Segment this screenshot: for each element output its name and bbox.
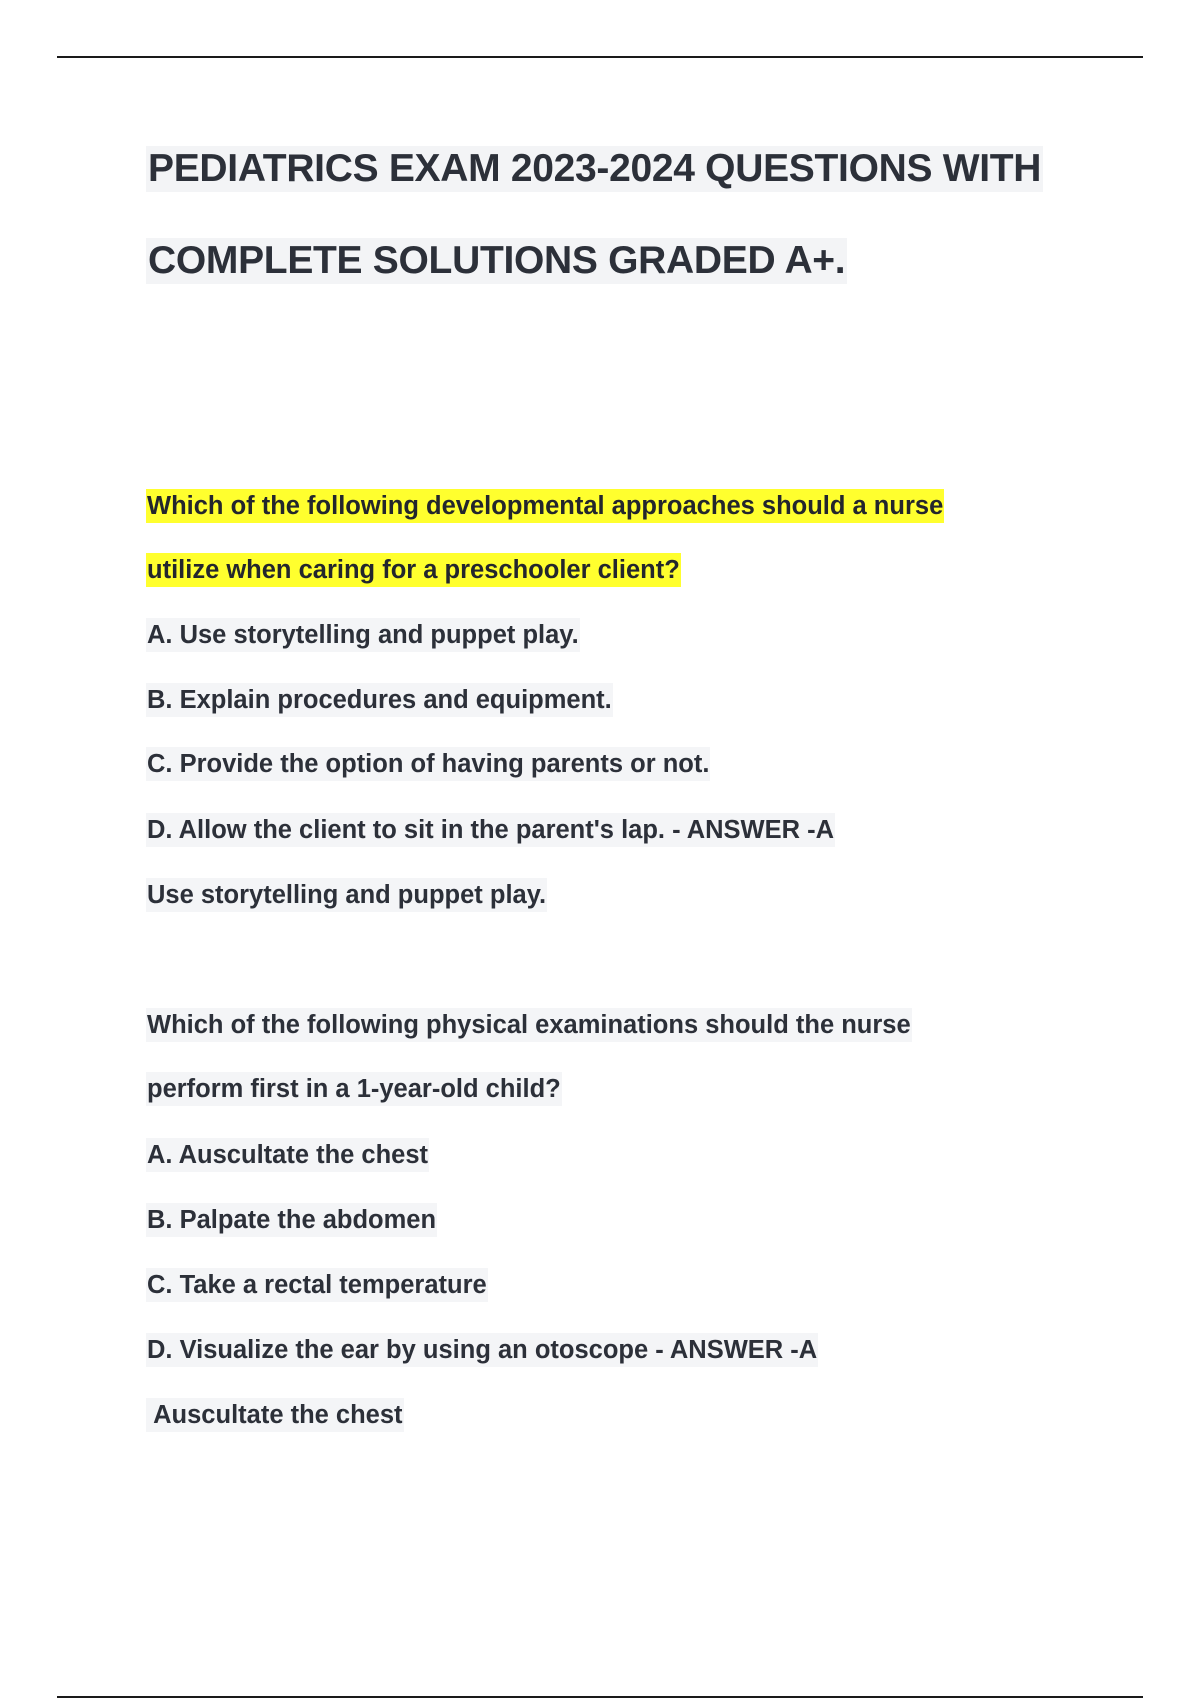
question-2-prompt-line-1: Which of the following physical examinations should the nurse [146, 1008, 912, 1042]
question-1-prompt-line-2: utilize when caring for a preschooler client? [146, 553, 681, 587]
question-1-option-c: C. Provide the option of having parents or not. [146, 747, 710, 781]
question-1-answer: Use storytelling and puppet play. [146, 878, 547, 912]
question-1-option-a: A. Use storytelling and puppet play. [146, 618, 580, 652]
question-2-option-a: A. Auscultate the chest [146, 1138, 429, 1172]
question-2-option-d: D. Visualize the ear by using an otoscope - ANSWER -A [146, 1333, 818, 1367]
question-1-prompt-line-1: Which of the following developmental approaches should a nurse [146, 489, 944, 523]
question-1-option-b: B. Explain procedures and equipment. [146, 683, 613, 717]
top-rule [57, 56, 1143, 58]
question-1-option-d: D. Allow the client to sit in the parent's lap. - ANSWER -A [146, 813, 835, 847]
question-2-option-c: C. Take a rectal temperature [146, 1268, 488, 1302]
title-line-1: PEDIATRICS EXAM 2023-2024 QUESTIONS WITH [148, 147, 1042, 190]
question-2-prompt-line-2: perform first in a 1-year-old child? [146, 1072, 562, 1106]
bottom-rule [57, 1696, 1143, 1698]
question-2-option-b: B. Palpate the abdomen [146, 1203, 437, 1237]
title-line-2: COMPLETE SOLUTIONS GRADED A+. [148, 239, 846, 282]
question-2-answer: Auscultate the chest [146, 1398, 404, 1432]
